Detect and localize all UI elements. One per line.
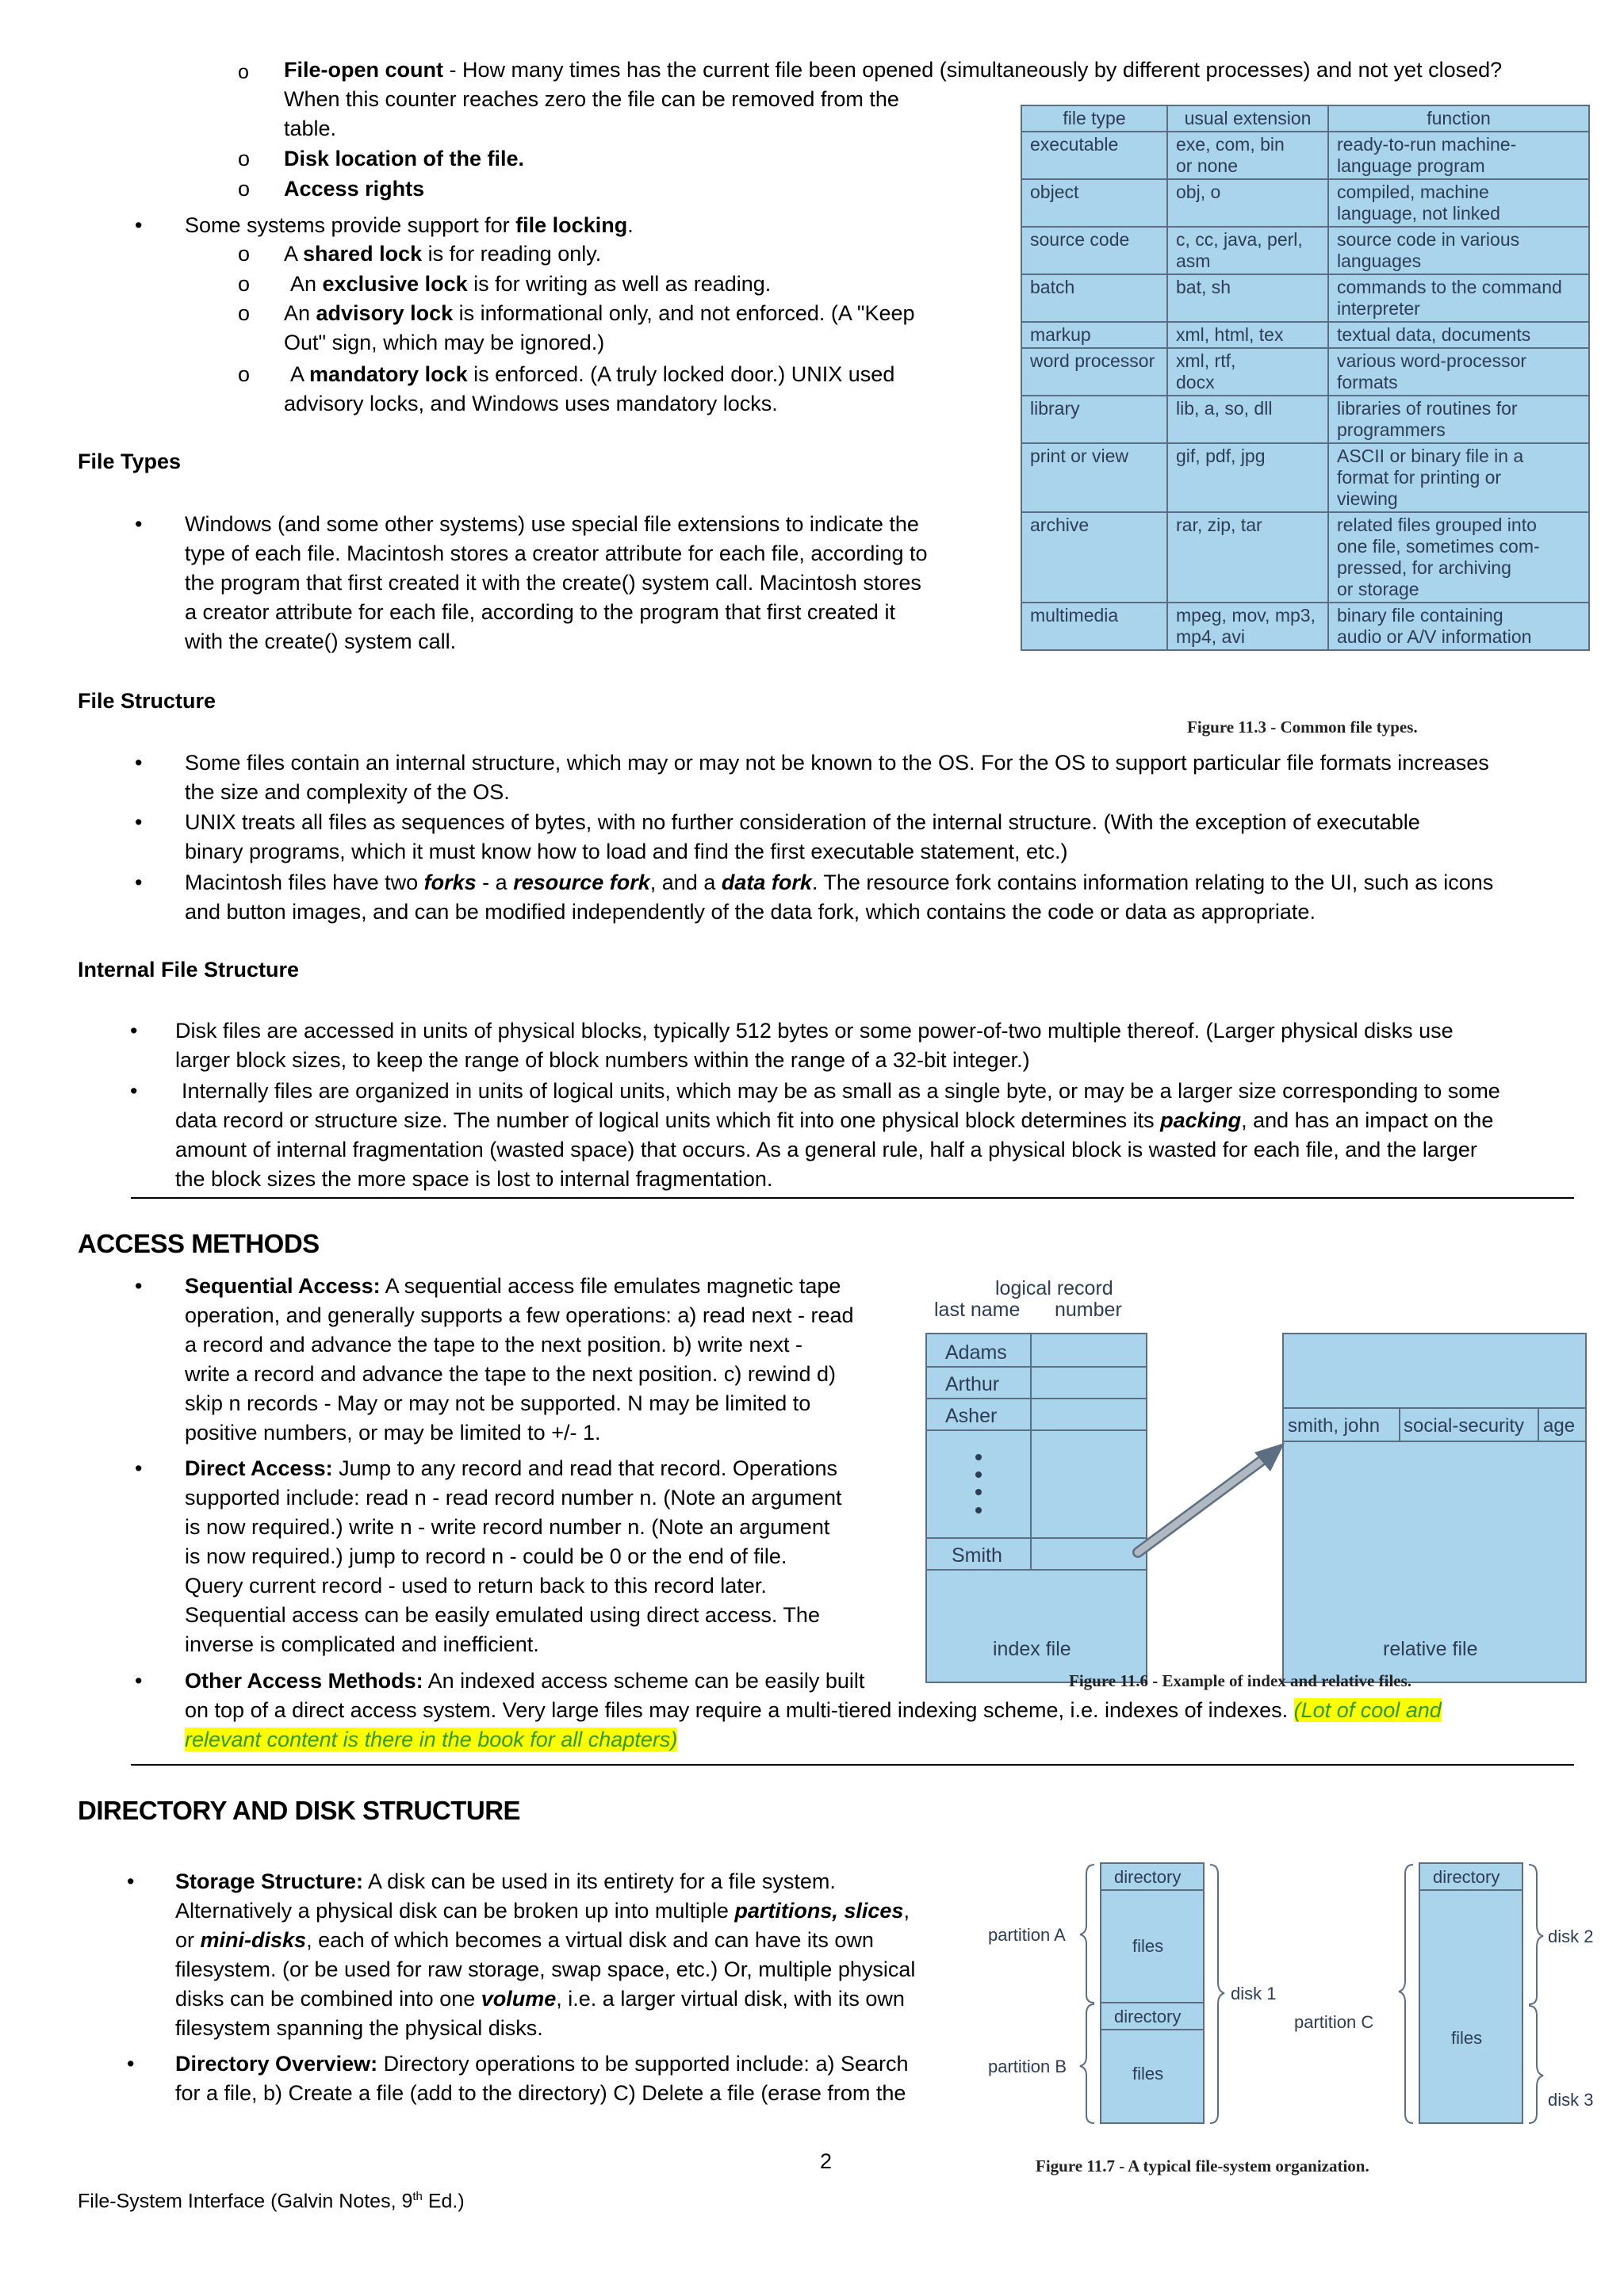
bullet-marker: • [127, 2052, 135, 2076]
text-line: binary programs, which it must know how to load and find the first executable statement, etc.) [185, 840, 1068, 863]
file-structure-bullet-1 [185, 748, 1612, 807]
files-label: files [1132, 1936, 1164, 1956]
table-cell: object [1021, 179, 1167, 227]
shared-lock-pre: A [284, 242, 304, 266]
file-types-line: type of each file. Macintosh stores a creator attribute for each file, according to [185, 541, 928, 565]
resource-fork-term: resource fork [513, 871, 650, 894]
file-structure-bullet-3 [185, 868, 1612, 927]
index-name: Arthur [945, 1373, 1000, 1395]
text-line: the size and complexity of the OS. [185, 780, 510, 804]
logical-record-label: logical record [995, 1277, 1113, 1299]
table-row [1021, 322, 1589, 348]
circle-marker: o [238, 177, 251, 201]
table-cell: commands to the command interpreter [1328, 274, 1589, 322]
table-row [1021, 274, 1589, 322]
text-line: Some files contain an internal structure, which may or may not be known to the OS. For the OS to support particular file formats increases [185, 751, 1489, 775]
bullet-marker: • [135, 871, 143, 894]
ellipsis-dot [975, 1489, 982, 1495]
disk-3-brace [1529, 2006, 1543, 2123]
record-field: age [1543, 1415, 1576, 1437]
record-field: social-security [1404, 1415, 1525, 1437]
advisory-lock-post: is informational only, and not enforced. (A "Keep [453, 301, 915, 325]
table-row [1021, 396, 1589, 443]
directory-overview-item [175, 2049, 960, 2108]
relative-file-label: relative file [1383, 1638, 1478, 1660]
file-locking-item [185, 211, 634, 240]
advisory-lock-item [284, 299, 915, 328]
file-open-count-cont1: When this counter reaches zero the file can be removed from the [284, 87, 899, 111]
figure-11-3-caption: Figure 11.3 - Common file types. [1187, 718, 1418, 737]
text-line: skip n records - May or may not be supported. N may be limited to [185, 1391, 811, 1415]
disk-3-label: disk 3 [1548, 2090, 1594, 2110]
volume-term: volume [481, 1987, 557, 2011]
partition-a-label: partition A [988, 1925, 1066, 1945]
table-cell: obj, o [1167, 179, 1328, 227]
table-cell: compiled, machine language, not linked [1328, 179, 1589, 227]
text-span: disks can be combined into one [175, 1987, 481, 2011]
text-line: is now required.) jump to record n - could be 0 or the end of file. [185, 1544, 787, 1568]
pointer-arrow [1138, 1443, 1285, 1552]
text-line: operation, and generally supports a few operations: a) read next - read [185, 1303, 854, 1327]
table-cell: textual data, documents [1328, 322, 1589, 348]
file-open-count-item [284, 55, 1600, 85]
mandatory-lock-pre: A [290, 362, 310, 386]
table-cell: lib, a, so, dll [1167, 396, 1328, 443]
file-locking-intro: Some systems provide support for [185, 213, 516, 237]
index-relative-files-figure [912, 1269, 1594, 1697]
shared-lock-post: is for reading only. [422, 242, 602, 266]
text-line [175, 1926, 960, 1955]
footer-title-text: File-System Interface (Galvin Notes, 9 [78, 2190, 413, 2213]
disk-2-label: disk 2 [1548, 1927, 1594, 1946]
table-cell: archive [1021, 512, 1167, 603]
ellipsis-dot [975, 1454, 982, 1460]
disk-location-item: Disk location of the file. [284, 147, 525, 170]
text-line: filesystem. (or be used for raw storage, swap space, etc.) Or, multiple physical [175, 1957, 916, 1981]
bullet-marker: • [135, 1274, 143, 1298]
access-methods-heading: ACCESS METHODS [78, 1229, 320, 1258]
other-access-label: Other Access Methods: [185, 1669, 423, 1693]
disk-1-label: disk 1 [1231, 1984, 1277, 2003]
file-types-paragraph [185, 510, 994, 656]
mandatory-lock-cont: advisory locks, and Windows uses mandatory locks. [284, 392, 778, 415]
table-row [1021, 348, 1589, 396]
table-cell: various word-processor formats [1328, 348, 1589, 396]
index-file-label: index file [993, 1638, 1071, 1660]
file-types-line: Windows (and some other systems) use special file extensions to indicate the [185, 512, 919, 536]
footer-title-end: Ed.) [422, 2190, 465, 2213]
text-line: inverse is complicated and inefficient. [185, 1632, 539, 1656]
bullet-marker: • [135, 213, 143, 237]
advisory-lock-cont: Out" sign, which may be ignored.) [284, 331, 605, 354]
text-line: positive numbers, or may be limited to +/- 1. [185, 1421, 601, 1445]
data-fork-term: data fork [721, 871, 812, 894]
text-span: , each of which becomes a virtual disk and can have its own [306, 1928, 874, 1952]
bullet-marker: • [130, 1079, 138, 1103]
sequential-access-item [185, 1272, 898, 1448]
text-line: write a record and advance the tape to the next position. c) rewind d) [185, 1362, 836, 1386]
table-cell: gif, pdf, jpg [1167, 443, 1328, 512]
file-open-count-label: File-open count [284, 58, 443, 82]
common-file-types-table [1021, 105, 1590, 651]
bullet-marker: • [130, 1019, 138, 1043]
index-name: Asher [945, 1405, 998, 1427]
text-line: the block sizes the more space is lost to internal fragmentation. [175, 1167, 773, 1191]
internal-structure-bullet-2 [175, 1077, 1611, 1194]
table-row [1021, 132, 1589, 179]
text-line [185, 1696, 1612, 1725]
text-line: UNIX treats all files as sequences of bytes, with no further consideration of the internal structure. (With the exception of executable [185, 810, 1420, 834]
table-row [1021, 512, 1589, 603]
circle-marker: o [238, 242, 251, 266]
directory-label: directory [1433, 1867, 1500, 1887]
partitions-term: partitions, slices [734, 1899, 904, 1923]
packing-term: packing [1160, 1108, 1242, 1132]
table-cell: source code [1021, 227, 1167, 274]
table-cell: library [1021, 396, 1167, 443]
directory-label: directory [1114, 1867, 1182, 1887]
circle-marker: o [238, 301, 251, 325]
text-line [185, 1454, 898, 1483]
relative-file-box [1283, 1334, 1586, 1682]
direct-access-label: Direct Access: [185, 1456, 333, 1480]
text-line [175, 1896, 960, 1926]
text-line [185, 1725, 1612, 1755]
table-cell: word processor [1021, 348, 1167, 396]
bullet-marker: • [135, 810, 143, 834]
table-header-cell: usual extension [1167, 105, 1328, 132]
directory-overview-label: Directory Overview: [175, 2052, 378, 2076]
storage-structure-item [175, 1867, 960, 2043]
text-span: An indexed access scheme can be easily built [423, 1669, 865, 1693]
partition-c-brace [1399, 1865, 1413, 2123]
table-cell: ASCII or binary file in a format for printing or viewing [1328, 443, 1589, 512]
circle-marker: o [238, 272, 251, 296]
file-locking-end: . [627, 213, 634, 237]
table-header-cell: function [1328, 105, 1589, 132]
text-span: Jump to any record and read that record. Operations [332, 1456, 837, 1480]
table-cell: mpeg, mov, mp3, mp4, avi [1167, 603, 1328, 650]
bullet-marker: • [135, 751, 143, 775]
file-open-count-text: - How many times has the current file been opened (simultaneously by different processes) and not yet closed? [442, 58, 1503, 82]
text-line [185, 1272, 898, 1301]
mandatory-lock-post: is enforced. (A truly locked door.) UNIX used [467, 362, 895, 386]
text-line: for a file, b) Create a file (add to the directory) C) Delete a file (erase from the [175, 2081, 906, 2105]
text-line [185, 868, 1612, 897]
text-line: Internally files are organized in units of logical units, which may be as small as a single byte, or may be a larger size corresponding to some [182, 1079, 1500, 1103]
index-name: Smith [952, 1544, 1002, 1567]
table-cell: binary file containing audio or A/V information [1328, 603, 1589, 650]
figure-11-7-caption: Figure 11.7 - A typical file-system organization. [1036, 2156, 1369, 2175]
text-span: Macintosh files have two [185, 871, 424, 894]
text-span: A sequential access file emulates magnetic tape [380, 1274, 841, 1298]
table-cell: libraries of routines for programmers [1328, 396, 1589, 443]
file-types-heading: File Types [78, 450, 182, 473]
text-line [175, 1984, 960, 2014]
table-row [1021, 227, 1589, 274]
advisory-lock-bold: advisory lock [316, 301, 454, 325]
figure-11-6-caption: Figure 11.6 - Example of index and relative files. [1069, 1671, 1412, 1690]
file-types-line: the program that first created it with the create() system call. Macintosh stores [185, 571, 921, 595]
file-structure-bullet-2 [185, 808, 1612, 867]
table-cell: ready-to-run machine- language program [1328, 132, 1589, 179]
table-cell: bat, sh [1167, 274, 1328, 322]
table-cell: rar, zip, tar [1167, 512, 1328, 603]
table-cell: print or view [1021, 443, 1167, 512]
text-span: on top of a direct access system. Very large files may require a multi-tiered indexing scheme, i.e. indexes of indexes. [185, 1698, 1294, 1722]
file-locking-bold: file locking [515, 213, 628, 237]
record-field: smith, john [1288, 1415, 1381, 1437]
table-cell: batch [1021, 274, 1167, 322]
mandatory-lock-bold: mandatory lock [309, 362, 468, 386]
bullet-marker: • [127, 1869, 135, 1893]
text-line: filesystem spanning the physical disks. [175, 2016, 543, 2040]
number-label: number [1055, 1299, 1122, 1321]
table-cell: related files grouped into one file, sometimes com- pressed, for archiving or storage [1328, 512, 1589, 603]
text-span: Alternatively a physical disk can be broken up into multiple [175, 1899, 735, 1923]
partition-b-label: partition B [988, 2057, 1067, 2076]
text-line: is now required.) write n - write record number n. (Note an argument [185, 1515, 830, 1539]
text-line: supported include: read n - read record number n. (Note an argument [185, 1486, 842, 1510]
text-span: , [903, 1899, 910, 1923]
highlighted-note: (Lot of cool and [1293, 1698, 1442, 1722]
table-cell: multimedia [1021, 603, 1167, 650]
text-line: Sequential access can be easily emulated using direct access. The [185, 1603, 820, 1627]
circle-marker: o [238, 147, 251, 170]
table-row [1021, 179, 1589, 227]
file-open-count-cont2: table. [284, 117, 337, 140]
text-span: A disk can be used in its entirety for a file system. [363, 1869, 836, 1893]
direct-access-item [185, 1454, 898, 1659]
page-number: 2 [820, 2149, 833, 2173]
advisory-lock-pre: An [284, 301, 316, 325]
text-span: - a [476, 871, 514, 894]
bullet-marker: • [135, 512, 143, 536]
text-line: a record and advance the tape to the next position. b) write next - [185, 1333, 802, 1357]
mandatory-lock-item [290, 360, 894, 389]
table-cell: xml, html, tex [1167, 322, 1328, 348]
table-cell: c, cc, java, perl, asm [1167, 227, 1328, 274]
directory-heading: DIRECTORY AND DISK STRUCTURE [78, 1796, 521, 1825]
ellipsis-dot [975, 1507, 982, 1513]
exclusive-lock-post: is for writing as well as reading. [467, 272, 772, 296]
table-header-cell: file type [1021, 105, 1167, 132]
files-box [1419, 1890, 1522, 2123]
highlighted-note: relevant content is there in the book for all chapters) [185, 1728, 678, 1751]
last-name-label: last name [934, 1299, 1021, 1321]
files-label: files [1451, 2028, 1483, 2048]
index-name: Adams [945, 1341, 1007, 1364]
exclusive-lock-item [290, 270, 771, 299]
text-line [175, 2049, 960, 2079]
text-span: . The resource fork contains information relating to the UI, such as icons [811, 871, 1494, 894]
text-span: Directory operations to be supported include: a) Search [377, 2052, 909, 2076]
table-cell: exe, com, bin or none [1167, 132, 1328, 179]
text-line: larger block sizes, to keep the range of block numbers within the range of a 32-bit integer.) [175, 1048, 1030, 1072]
text-span: , and a [649, 871, 722, 894]
access-rights-item: Access rights [284, 177, 425, 201]
directory-label: directory [1114, 2007, 1182, 2026]
text-line: Disk files are accessed in units of physical blocks, typically 512 bytes or some power-of-two multiple thereof. (Larger physical disks use [175, 1019, 1454, 1043]
text-line [175, 1106, 1611, 1135]
internal-file-structure-heading: Internal File Structure [78, 958, 300, 982]
table-cell: xml, rtf, docx [1167, 348, 1328, 396]
file-types-line: a creator attribute for each file, according to the program that first created it [185, 600, 895, 624]
files-label: files [1132, 2064, 1164, 2084]
text-line: and button images, and can be modified independently of the data fork, which contains the code or data as appropriate. [185, 900, 1316, 924]
text-span: or [175, 1928, 201, 1952]
text-span: , i.e. a larger virtual disk, with its own [556, 1987, 905, 2011]
mini-disks-term: mini-disks [200, 1928, 307, 1952]
sequential-access-label: Sequential Access: [185, 1274, 381, 1298]
table-header-row [1021, 105, 1589, 132]
text-line: Query current record - used to return back to this record later. [185, 1574, 767, 1598]
table-cell: executable [1021, 132, 1167, 179]
table-cell: markup [1021, 322, 1167, 348]
footer-title [78, 2190, 465, 2213]
footer-title-sup: th [412, 2190, 423, 2203]
table-row [1021, 603, 1589, 650]
text-span: , and has an impact on the [1241, 1108, 1494, 1132]
file-system-organization-figure [975, 1855, 1602, 2172]
table-cell: source code in various languages [1328, 227, 1589, 274]
shared-lock-bold: shared lock [303, 242, 423, 266]
section-divider [131, 1197, 1574, 1199]
text-span: data record or structure size. The number of logical units which fit into one physical block determines its [175, 1108, 1161, 1132]
text-line: amount of internal fragmentation (wasted space) that occurs. As a general rule, half a physical block is wasted for each file, and the larger [175, 1138, 1477, 1161]
shared-lock-item [284, 239, 601, 269]
exclusive-lock-bold: exclusive lock [322, 272, 468, 296]
partition-b-brace [1080, 2004, 1094, 2123]
circle-marker: o [238, 362, 251, 386]
text-line [175, 1867, 960, 1896]
internal-structure-bullet-1 [175, 1016, 1611, 1075]
table-row [1021, 443, 1589, 512]
file-types-line: with the create() system call. [185, 629, 457, 653]
file-structure-heading: File Structure [78, 689, 216, 713]
disk-1-brace [1210, 1865, 1224, 2123]
disk-2-brace [1529, 1865, 1543, 2004]
storage-structure-label: Storage Structure: [175, 1869, 364, 1893]
bullet-marker: • [135, 1669, 143, 1693]
bullet-marker: • [135, 1456, 143, 1480]
section-divider [131, 1764, 1574, 1766]
exclusive-lock-pre: An [290, 272, 323, 296]
forks-term: forks [423, 871, 477, 894]
ellipsis-dot [975, 1471, 982, 1478]
partition-a-brace [1080, 1865, 1094, 2003]
partition-c-label: partition C [1294, 2012, 1374, 2032]
